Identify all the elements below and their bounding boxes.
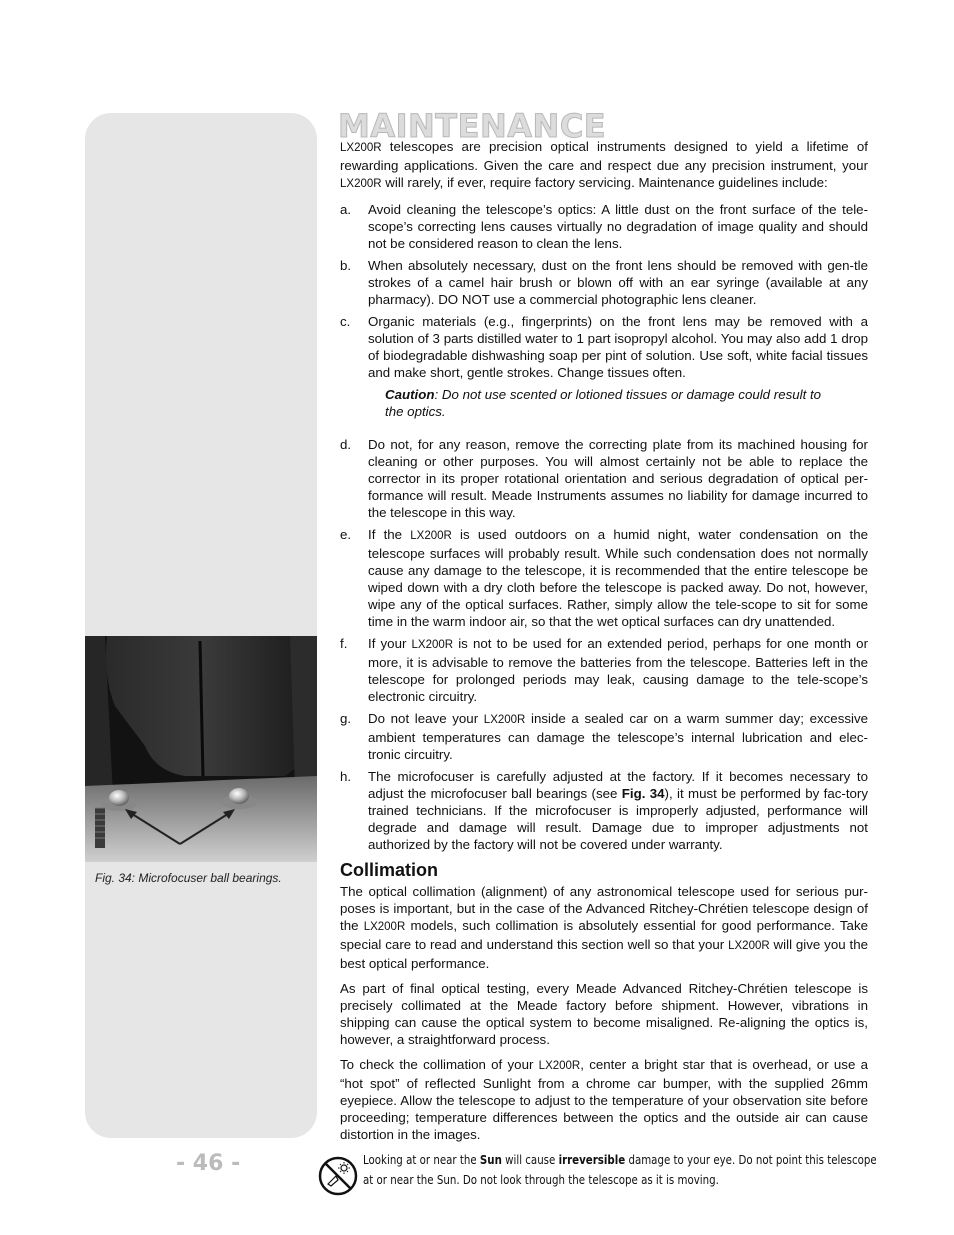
collimation-paragraph-3: To check the collimation of your LX200R, center a bright star that is overhead, or use a “hot spot” of reflected Sunlight from a chrome car bumper, with the supplied 26mm eyepiece. Allow the telescope to adjust to the temperature of your observation site before proceeding; temperature differences between the optics and the outside air can cause distortion in the images.: [340, 1057, 869, 1142]
list-item-b: b. When absolutely necessary, dust on the front lens should be removed with gen-tle strokes of a camel hair brush or blown off with an ear syringe (available at any pharmacy). DO NOT use a commercial photographic lens cleaner.: [340, 258, 868, 307]
model-name: LX200R: [340, 142, 382, 154]
model-name: LX200R: [410, 530, 452, 542]
main-content: [340, 138, 868, 1151]
caution-note: Caution: Do not use scented or lotioned tissues or damage could result to the optics.: [385, 387, 822, 419]
figure-caption: Fig. 34: Microfocuser ball bearings.: [95, 871, 282, 885]
figure-reference: Fig. 34: [621, 786, 665, 801]
collimation-paragraph-1: The optical collimation (alignment) of any astronomical telescope used for serious pur-poses is important, but in the case of the Advanced Ritchey-Chrétien telescope design of the LX200R models, such collimation is absolutely essential for good performance. Take special care to read and understand this section well so that your LX200R will give you the best optical performance.: [340, 884, 868, 971]
list-item-f: f. If your LX200R is not to be used for an extended period, perhaps for one month or more, it is advisable to remove the batteries from the telescope. Batteries left in the telescope for prolonged periods may leak, causing damage to the tele-scope’s electronic circuitry.: [340, 636, 868, 704]
collimation-heading: Collimation: [340, 860, 438, 880]
model-name: LX200R: [538, 1060, 581, 1072]
model-name: LX200R: [340, 178, 382, 190]
page-number: - 46 -: [176, 1151, 241, 1176]
list-item-e: e. If the LX200R is used outdoors on a humid night, water condensation on the telescope surfaces will probably result. While such condensation does not normally cause any damage to the telescope, it is recommended that the entire telescope be wiped down with a dry cloth before the telescope is packed away. Do not, however, wipe any of the optical surfaces. Rather, simply allow the tele-scope to sit for some time in the warm indoor air, so that the wet optical surfaces can dry unattended.: [340, 527, 868, 629]
list-item-a: a. Avoid cleaning the telescope’s optics: A little dust on the front surface of the tele-scope’s correcting lens causes virtually no degradation of image quality and should not be considered reason to clean the lens.: [340, 202, 868, 251]
sun-warning: Looking at or near the Sun will cause irreversible damage to your eye. Do not point this telescope at or near the Sun. Do not look through the telescope as it is moving.: [363, 1153, 877, 1187]
no-sun-viewing-icon: [318, 1156, 358, 1196]
model-name: LX200R: [363, 921, 406, 933]
page-title: MAINTENANCE: [338, 107, 607, 145]
list-item-h: h. The microfocuser is carefully adjusted at the factory. If it becomes necessary to adjust the microfocuser ball bearings (see Fig. 34), it must be performed by fac-tory trained technicians. If the microfocuser is improperly adjusted, performance will degrade and damage will result. Damage due to improper adjustments not authorized by the factory will not be covered under warranty.: [340, 769, 868, 852]
model-name: LX200R: [728, 940, 770, 952]
list-item-c: c. Organic materials (e.g., fingerprints) on the front lens may be removed with a solution of 3 parts distilled water to 1 part isopropyl alcohol. You may also add 1 drop of biodegradable dishwashing soap per pint of solution. Use soft, white facial tissues and make short, gentle strokes. Change tissues often. Caution: Do not use scented or lotioned tissues or damage could result to the optics.: [340, 314, 868, 419]
sidebar-panel: [85, 113, 317, 1138]
model-name: LX200R: [411, 639, 454, 651]
figure-34-photo: [85, 636, 317, 862]
microfocuser-illustration: [85, 636, 317, 862]
maintenance-list: [340, 201, 868, 853]
model-name: LX200R: [483, 714, 526, 726]
list-item-g: g. Do not leave your LX200R inside a sealed car on a warm summer day; excessive ambient temperatures can damage the telescope’s internal lubrication and elec-tronic circuitry.: [340, 711, 868, 762]
collimation-paragraph-2: As part of final optical testing, every Meade Advanced Ritchey-Chrétien telescope is precisely collimated at the Meade factory before shipment. However, vibrations in shipping can cause the optical system to become misaligned. Re-aligning the optics is, however, a straightforward process.: [340, 981, 868, 1047]
list-item-d: d. Do not, for any reason, remove the correcting plate from its machined housing for cleaning or other purposes. You will almost certainly not be able to replace the corrector in its proper rotational orientation and serious degradation of optical per-formance will result. Meade Instruments assumes no liability for damage incurred to the telescope in this way.: [340, 437, 868, 520]
intro-paragraph: LX200R telescopes are precision optical instruments designed to yield a lifetime of rewarding applications. Given the care and respect due any precision instrument, your LX200R will rarely, if ever, require factory servicing. Maintenance guidelines include:: [340, 139, 868, 190]
